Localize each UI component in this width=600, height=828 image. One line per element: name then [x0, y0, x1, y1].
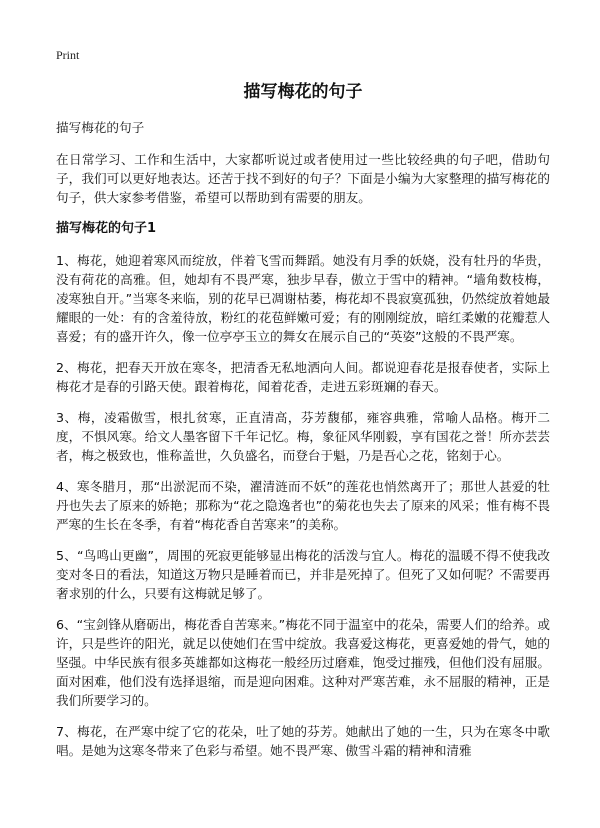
document-body	[56, 118, 550, 772]
paragraph-2: 2、梅花，把春天开放在寒冬，把清香无私地洒向人间。都说迎春花是报春使者，实际上梅花才是春的引路天使。跟着梅花，闻着花香，走进五彩斑斓的春天。	[56, 360, 550, 394]
paragraph-7: 7、梅花，在严寒中绽了它的花朵，吐了她的芬芳。她献出了她的一生，只为在寒冬中歌唱。是她为这寒冬带来了色彩与希望。她不畏严寒、傲雪斗霜的精神和清雅	[56, 724, 550, 758]
paragraph-1: 1、梅花，她迎着寒风而绽放，伴着飞雪而舞蹈。她没有月季的妖娆，没有牡丹的华贵，没有荷花的高雅。但，她却有不畏严寒，独步早春，傲立于雪中的精神。“墙角数枝梅，凌寒独自开。”当寒冬来临，别的花早已凋谢枯萎，梅花却不畏寂寞孤独，仍然绽放着她最耀眼的一处：有的含羞待放，粉红的花苞鲜嫩可爱；有的刚刚绽放，暗红柔嫩的花瓣惹人喜爱；有的盛开许久，像一位亭亭玉立的舞女在展示自己的“英姿”这般的不畏严寒。	[56, 253, 550, 344]
section-heading: 描写梅花的句子1	[56, 221, 157, 236]
paragraph-4: 4、寒冬腊月，那“出淤泥而不染，濯清涟而不妖”的莲花也悄然离开了；那世人甚爱的牡丹也失去了原来的娇艳；那称为“花之隐逸者也”的菊花也失去了原来的风采；惟有梅不畏严寒的生长在冬季，有着“梅花香自苦寒来”的美称。	[56, 479, 550, 532]
paragraph-5: 5、“鸟鸣山更幽”，周围的死寂更能够显出梅花的活泼与宜人。梅花的温暖不得不使我改变对冬日的看法，知道这万物只是睡着而已，并非是死掉了。但死了又如何呢？不需要再奢求别的什么，只要有这梅就足够了。	[56, 548, 550, 601]
print-link[interactable]: Print	[56, 48, 80, 62]
intro-paragraph: 在日常学习、工作和生活中，大家都听说过或者使用过一些比较经典的句子吧，借助句子，我们可以更好地表达。还苦于找不到好的句子？下面是小编为大家整理的描写梅花的句子，供大家参考借鉴，希望可以帮助到有需要的朋友。	[56, 152, 550, 205]
document-title: 描写梅花的句子	[243, 82, 363, 102]
document-subtitle: 描写梅花的句子	[56, 120, 145, 135]
paragraph-6: 6、“宝剑锋从磨砺出，梅花香自苦寒来。”梅花不同于温室中的花朵，需要人们的给养。或许，只是些许的阳光，就足以使她们在雪中绽放。我喜爱这梅花，更喜爱她的骨气，她的坚强。中华民族有很多英雄都如这梅花一般经历过磨难，饱受过摧残，但他们没有屈服。面对困难，他们没有选择退缩，而是迎向困难。这种对严寒苦难，永不屈服的精神，正是我们所要学习的。	[56, 617, 550, 708]
paragraph-3: 3、梅，凌霜傲雪，根扎贫寒，正直清高，芬芳馥郁，雍容典雅，常喻人品格。梅开二度，不惧风寒。给文人墨客留下千年记忆。梅，象征风华刚毅，享有国花之誉！所亦芸芸者，梅之极致也，惟称盖世，久负盛名，而登台于魁，乃是吾心之花，铭刻于心。	[56, 410, 550, 463]
